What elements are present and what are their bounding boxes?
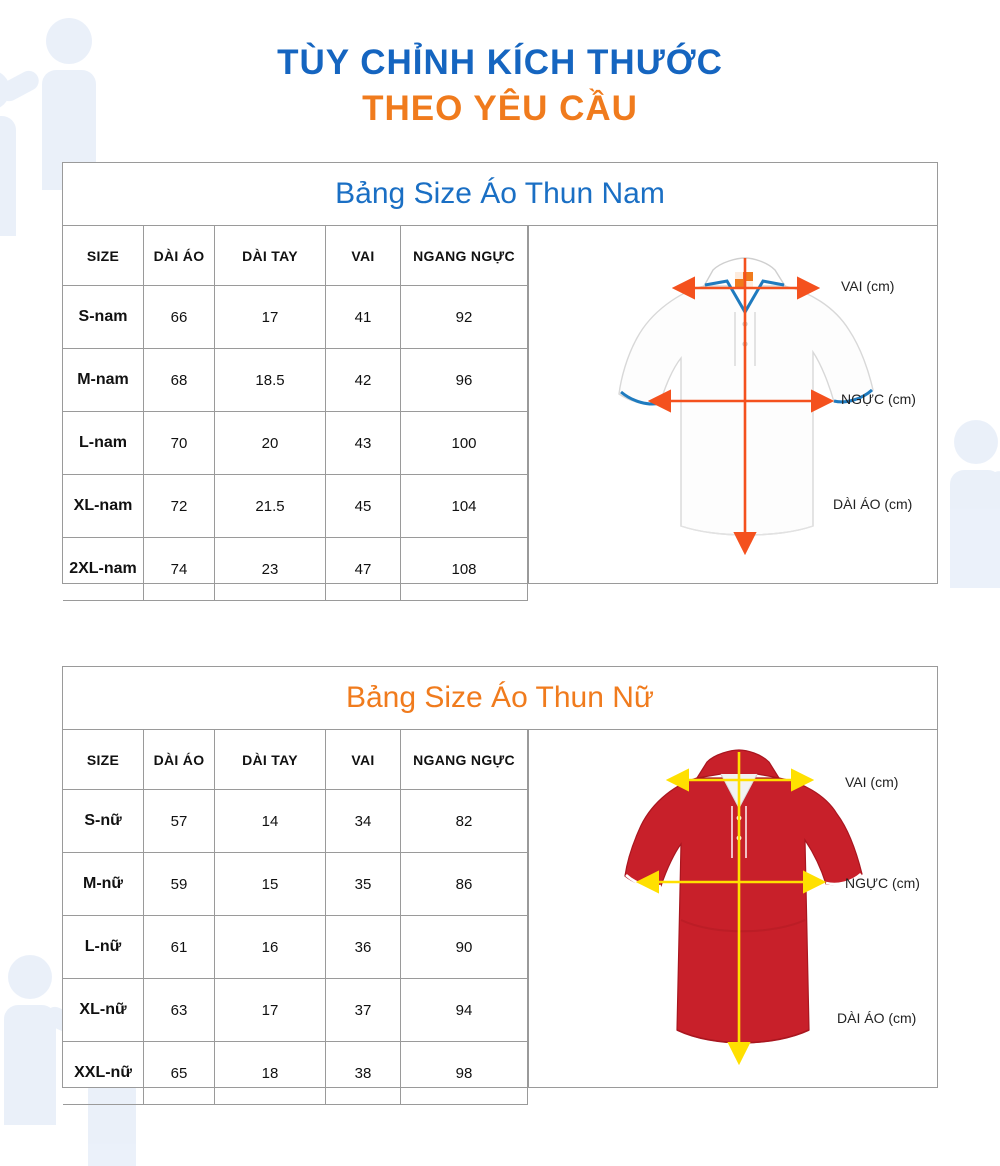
column-header-dai-tay: DÀI TAY xyxy=(215,226,326,286)
column-header-vai: VAI xyxy=(326,730,401,790)
cell-dai-tay: 21.5 xyxy=(215,475,326,538)
cell-ngang-nguc: 96 xyxy=(401,349,528,412)
table-row xyxy=(63,916,528,979)
label-length: DÀI ÁO (cm) xyxy=(837,1010,917,1026)
cell-dai-ao: 68 xyxy=(144,349,215,412)
cell-ngang-nguc: 86 xyxy=(401,853,528,916)
cell-size: S-nam xyxy=(63,286,144,349)
cell-dai-tay: 17 xyxy=(215,286,326,349)
table-row xyxy=(63,979,528,1042)
cell-dai-ao: 65 xyxy=(144,1042,215,1105)
women-illustration xyxy=(528,730,937,1088)
cell-size: L-nam xyxy=(63,412,144,475)
cell-vai: 38 xyxy=(326,1042,401,1105)
cell-dai-ao: 63 xyxy=(144,979,215,1042)
cell-dai-tay: 15 xyxy=(215,853,326,916)
cell-vai: 37 xyxy=(326,979,401,1042)
cell-dai-ao: 70 xyxy=(144,412,215,475)
cell-ngang-nguc: 82 xyxy=(401,790,528,853)
page-title-line1: TÙY CHỈNH KÍCH THƯỚC xyxy=(277,43,723,82)
cell-vai: 45 xyxy=(326,475,401,538)
cell-size: XL-nam xyxy=(63,475,144,538)
cell-dai-tay: 16 xyxy=(215,916,326,979)
column-header-size: SIZE xyxy=(63,730,144,790)
men-size-table xyxy=(63,226,528,601)
cell-dai-ao: 59 xyxy=(144,853,215,916)
page-title xyxy=(0,40,1000,132)
women-chart-body xyxy=(63,729,937,1088)
cell-dai-tay: 18.5 xyxy=(215,349,326,412)
cell-vai: 41 xyxy=(326,286,401,349)
page-title-line2: THEO YÊU CẦU xyxy=(362,89,638,128)
cell-ngang-nguc: 108 xyxy=(401,538,528,601)
men-illustration xyxy=(528,226,937,584)
cell-size: 2XL-nam xyxy=(63,538,144,601)
cell-dai-ao: 61 xyxy=(144,916,215,979)
label-shoulder: VAI (cm) xyxy=(845,774,899,790)
table-row xyxy=(63,349,528,412)
cell-dai-tay: 23 xyxy=(215,538,326,601)
table-header-row xyxy=(63,730,528,790)
women-chart-title: Bảng Size Áo Thun Nữ xyxy=(345,681,655,714)
cell-dai-ao: 72 xyxy=(144,475,215,538)
label-length: DÀI ÁO (cm) xyxy=(833,496,913,512)
men-size-chart xyxy=(62,162,938,584)
cell-ngang-nguc: 104 xyxy=(401,475,528,538)
column-header-ngang-nguc: NGANG NGỰC xyxy=(401,730,528,790)
column-header-dai-ao: DÀI ÁO xyxy=(144,226,215,286)
cell-vai: 42 xyxy=(326,349,401,412)
column-header-dai-ao: DÀI ÁO xyxy=(144,730,215,790)
cell-vai: 43 xyxy=(326,412,401,475)
cell-dai-ao: 74 xyxy=(144,538,215,601)
label-shoulder: VAI (cm) xyxy=(841,278,895,294)
cell-dai-tay: 14 xyxy=(215,790,326,853)
cell-dai-tay: 17 xyxy=(215,979,326,1042)
women-size-chart xyxy=(62,666,938,1088)
cell-vai: 47 xyxy=(326,538,401,601)
cell-ngang-nguc: 90 xyxy=(401,916,528,979)
women-size-table xyxy=(63,730,528,1105)
cell-ngang-nguc: 100 xyxy=(401,412,528,475)
cell-dai-tay: 20 xyxy=(215,412,326,475)
cell-size: XL-nữ xyxy=(63,979,144,1042)
cell-size: L-nữ xyxy=(63,916,144,979)
table-row xyxy=(63,790,528,853)
men-chart-body xyxy=(63,225,937,584)
table-row xyxy=(63,538,528,601)
column-header-dai-tay: DÀI TAY xyxy=(215,730,326,790)
table-header-row xyxy=(63,226,528,286)
cell-dai-ao: 57 xyxy=(144,790,215,853)
cell-ngang-nguc: 94 xyxy=(401,979,528,1042)
men-chart-title: Bảng Size Áo Thun Nam xyxy=(335,177,665,210)
cell-size: S-nữ xyxy=(63,790,144,853)
table-row xyxy=(63,853,528,916)
table-row xyxy=(63,286,528,349)
cell-ngang-nguc: 98 xyxy=(401,1042,528,1105)
cell-vai: 34 xyxy=(326,790,401,853)
column-header-vai: VAI xyxy=(326,226,401,286)
cell-vai: 35 xyxy=(326,853,401,916)
label-chest: NGỰC (cm) xyxy=(845,875,920,891)
cell-ngang-nguc: 92 xyxy=(401,286,528,349)
table-row xyxy=(63,412,528,475)
cell-size: XXL-nữ xyxy=(63,1042,144,1105)
column-header-size: SIZE xyxy=(63,226,144,286)
cell-size: M-nam xyxy=(63,349,144,412)
cell-dai-ao: 66 xyxy=(144,286,215,349)
cell-vai: 36 xyxy=(326,916,401,979)
column-header-ngang-nguc: NGANG NGỰC xyxy=(401,226,528,286)
cell-size: M-nữ xyxy=(63,853,144,916)
label-chest: NGỰC (cm) xyxy=(841,391,916,407)
table-row xyxy=(63,475,528,538)
cell-dai-tay: 18 xyxy=(215,1042,326,1105)
table-row xyxy=(63,1042,528,1105)
